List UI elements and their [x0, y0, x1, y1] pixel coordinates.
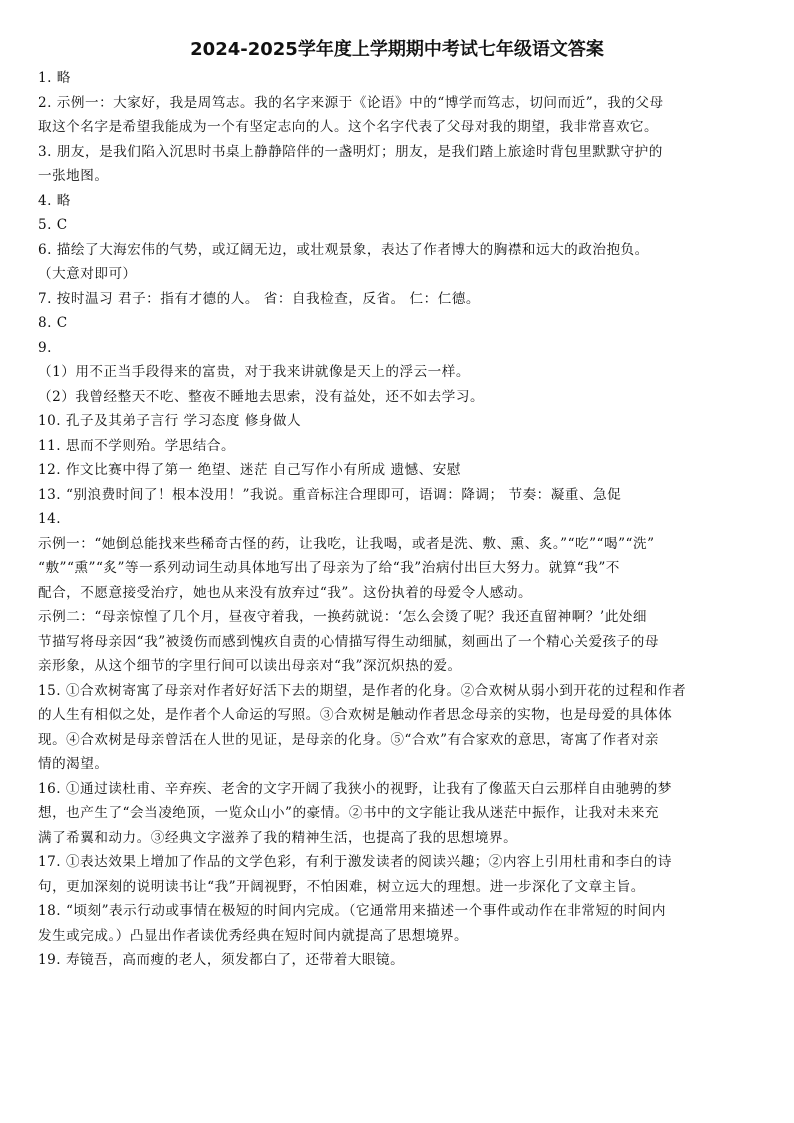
answer-line: 15. ①合欢树寄寓了母亲对作者好好活下去的期望，是作者的化身。②合欢树从弱小到开花的过程和作者: [38, 682, 687, 699]
answer-line: （大意对即可）: [38, 266, 137, 282]
answer-line: 节描写将母亲因“我”被烫伤而感到愧疚自责的心情描写得生动细腻，刻画出了一个精心关爱孩子的母: [38, 633, 659, 650]
answer-line: 句，更加深刻的说明读书让“我”开阔视野，不怕困难，树立远大的理想。进一步深化了文章主旨。: [38, 878, 645, 895]
answer-body: [38, 66, 758, 973]
answer-line: 取这个名字是希望我能成为一个有坚定志向的人。这个名字代表了父母对我的期望，我非常喜欢它。: [38, 119, 659, 135]
answer-line: 4. 略: [38, 192, 71, 209]
answer-line: 发生或完成。）凸显出作者读优秀经典在短时间内就提高了思想境界。: [38, 927, 469, 944]
answer-line: 8. C: [38, 315, 68, 331]
answer-line: 一张地图。: [38, 168, 109, 184]
page-title: 2024-2025学年度上学期期中考试七年级语文答案: [190, 39, 604, 60]
answer-line: 满了希翼和动力。③经典文字滋养了我的精神生活，也提高了我的思想境界。: [38, 829, 518, 846]
answer-line: 2. 示例一：大家好，我是周笃志。我的名字来源于《论语》中的“博学而笃志，切问而近”，我的父母: [38, 94, 664, 111]
answer-line: （1）用不正当手段得来的富贵，对于我来讲就像是天上的浮云一样。: [38, 364, 470, 380]
answer-line: 的人生有相似之处，是作者个人命运的写照。③合欢树是触动作者思念母亲的实物，也是母爱的具体体: [38, 707, 673, 723]
answer-line: 7. 按时温习 君子：指有才德的人。 省：自我检查，反省。 仁：仁德。: [38, 290, 480, 307]
answer-line: 19. 寿镜吾，高而瘦的老人，须发都白了，还带着大眼镜。: [38, 952, 405, 968]
answer-line: 13. “别浪费时间了！根本没用！”我说。重音标注合理即可，语调：降调； 节奏：凝重、急促: [38, 486, 622, 503]
answer-line: 17. ①表达效果上增加了作品的文学色彩，有利于激发读者的阅读兴趣；②内容上引用杜甫和李白的诗: [38, 854, 672, 870]
answer-line: 6. 描绘了大海宏伟的气势，或辽阔无边，或壮观景象，表达了作者博大的胸襟和远大的政治抱负。: [38, 241, 649, 258]
answer-line: （2）我曾经整天不吃、整夜不睡地去思索，没有益处，还不如去学习。: [38, 388, 485, 405]
answer-line: 11. 思而不学则殆。学思结合。: [38, 437, 236, 454]
answer-line: 1. 略: [38, 70, 71, 86]
answer-line: 16. ①通过读杜甫、辛弃疾、老舍的文字开阔了我狭小的视野，让我有了像蓝天白云那样自由驰骋的梦: [38, 780, 672, 797]
answer-line: 示例二：“母亲惊惶了几个月，昼夜守着我，一换药就说：‘怎么会烫了呢？我还直留神啊？’此处细: [38, 609, 648, 625]
answer-line: 亲形象，从这个细节的字里行间可以读出母亲对“我”深沉炽热的爱。: [38, 658, 462, 674]
answer-line: 5. C: [38, 217, 68, 233]
answer-line: 14.: [38, 511, 62, 527]
answer-line: “敷”“熏”“炙”等一系列动词生动具体地写出了母亲为了给“我”治病付出巨大努力。就算“我”不: [38, 560, 620, 576]
answer-line: 3. 朋友，是我们陷入沉思时书桌上静静陪伴的一盏明灯；朋友，是我们踏上旅途时背包里默默守护的: [38, 143, 663, 160]
answer-line: 10. 孔子及其弟子言行 学习态度 修身做人: [38, 413, 302, 429]
answer-line: 12. 作文比赛中得了第一 绝望、迷茫 自己写作小有所成 遗憾、安慰: [38, 462, 461, 478]
answer-line: 9.: [38, 339, 52, 356]
answer-line: 情的渴望。: [38, 756, 109, 772]
answer-line: 18. “顷刻”表示行动或事情在极短的时间内完成。（它通常用来描述一个事件或动作在非常短的时间内: [38, 903, 666, 919]
answer-line: 配合，不愿意接受治疗，她也从来没有放弃过“我”。这份执着的母爱令人感动。: [38, 584, 533, 601]
answer-line: 想，也产生了“会当凌绝顶，一览众山小”的豪情。②书中的文字能让我从迷茫中振作，让我对未来充: [38, 805, 659, 821]
answer-line: 示例一：“她倒总能找来些稀奇古怪的药，让我吃，让我喝，或者是洗、敷、熏、炙。”“吃”“喝”“洗”: [38, 535, 655, 552]
answer-line: 现。④合欢树是母亲曾活在人世的见证，是母亲的化身。⑤“合欢”有合家欢的意思，寄寓了作者对亲: [38, 731, 659, 748]
